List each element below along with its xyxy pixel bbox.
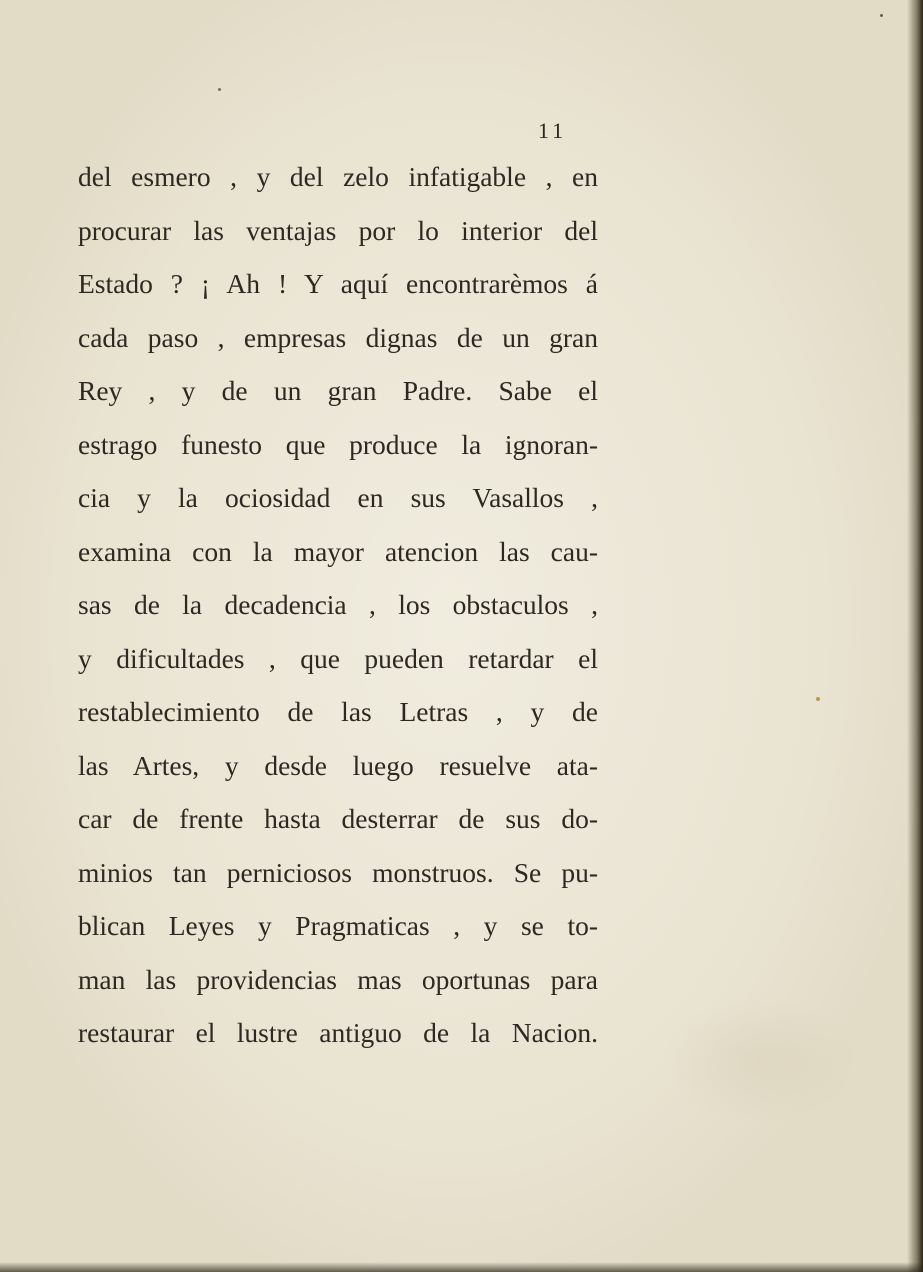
text-line: minios tan perniciosos monstruos. Se pu-: [78, 856, 598, 888]
text-line: cia y la ociosidad en sus Vasallos ,: [78, 482, 598, 513]
text-line: restablecimiento de las Letras , y de: [78, 696, 598, 727]
text-line: examina con la mayor atencion las cau-: [78, 535, 598, 567]
text-line: car de frente hasta desterrar de sus do-: [78, 803, 598, 834]
text-line: estrago funesto que produce la ignoran-: [78, 428, 598, 460]
page-bottom-shadow: [0, 1262, 923, 1272]
text-line: y dificultades , que pueden retardar el: [78, 642, 598, 674]
body-text: [78, 150, 598, 1060]
paper-speck: [218, 88, 221, 91]
text-line: Rey , y de un gran Padre. Sabe el: [78, 375, 598, 406]
text-line: procurar las ventajas por lo interior del: [78, 214, 598, 246]
text-line: sas de la decadencia , los obstaculos ,: [78, 589, 598, 620]
paper-speck: [816, 697, 820, 701]
text-line: del esmero , y del zelo infatigable , en: [78, 161, 598, 192]
page-number: 11: [538, 118, 568, 143]
text-line: blican Leyes y Pragmaticas , y se to-: [78, 910, 598, 941]
page-edge-shadow: [907, 0, 923, 1272]
text-line: las Artes, y desde luego resuelve ata-: [78, 749, 598, 781]
text-line: cada paso , empresas dignas de un gran: [78, 321, 598, 353]
paper-speck: [880, 14, 883, 17]
text-line: man las providencias mas oportunas para: [78, 963, 598, 995]
text-line: Estado ? ¡ Ah ! Y aquí encontrarèmos á: [78, 268, 598, 299]
text-line: restaurar el lustre antiguo de la Nacion.: [78, 1017, 598, 1048]
